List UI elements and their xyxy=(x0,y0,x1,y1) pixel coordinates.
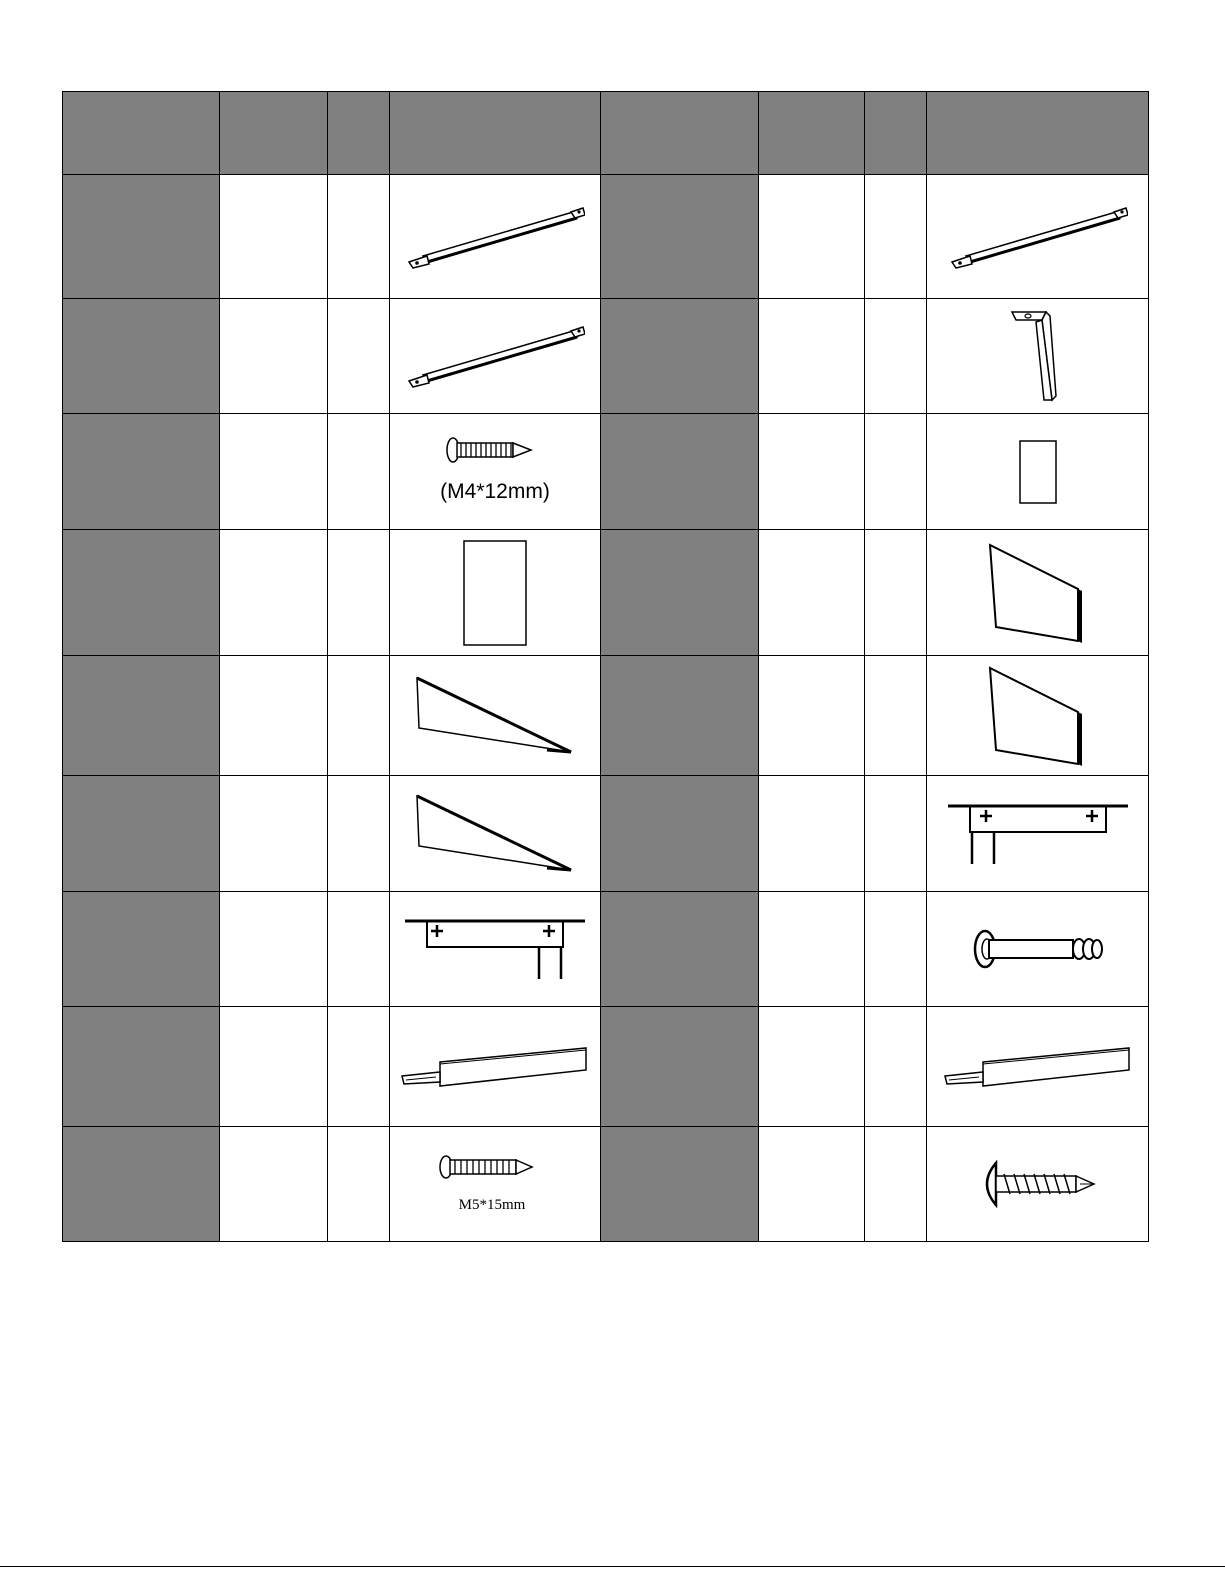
part-image-cell xyxy=(927,656,1149,776)
part-image-cell xyxy=(390,656,601,776)
quantity-cell xyxy=(865,299,927,414)
table-row xyxy=(63,414,1149,530)
channel-rail-icon xyxy=(400,1042,590,1092)
part-label-cell xyxy=(63,414,220,530)
table-row xyxy=(63,1007,1149,1127)
part-image-cell xyxy=(927,175,1149,299)
quantity-cell xyxy=(328,530,390,656)
l-bracket-icon xyxy=(1008,308,1068,404)
table-row xyxy=(63,1127,1149,1242)
table-row xyxy=(63,892,1149,1007)
quantity-cell xyxy=(328,656,390,776)
part-image-cell xyxy=(927,414,1149,530)
part-name-cell xyxy=(220,175,328,299)
quantity-cell xyxy=(865,175,927,299)
screw-m5-icon xyxy=(420,1149,570,1219)
part-image-cell xyxy=(390,299,601,414)
angled-panel-icon xyxy=(988,666,1088,766)
quantity-cell xyxy=(865,776,927,892)
part-image-cell xyxy=(390,892,601,1007)
part-name-cell xyxy=(220,299,328,414)
part-image-cell xyxy=(927,299,1149,414)
part-label-cell xyxy=(601,530,759,656)
header-cell-7 xyxy=(865,92,927,175)
part-image-cell xyxy=(390,414,601,530)
header-cell-1 xyxy=(63,92,220,175)
part-name-cell xyxy=(220,776,328,892)
table-row xyxy=(63,776,1149,892)
table-header-row xyxy=(63,92,1149,175)
part-name-cell xyxy=(220,892,328,1007)
part-label-cell xyxy=(601,299,759,414)
table-row xyxy=(63,299,1149,414)
quantity-cell xyxy=(865,892,927,1007)
part-image-cell xyxy=(927,892,1149,1007)
part-image-cell xyxy=(390,776,601,892)
table-row xyxy=(63,656,1149,776)
part-name-cell xyxy=(759,1007,865,1127)
quantity-cell xyxy=(328,1007,390,1127)
part-image-cell xyxy=(927,530,1149,656)
part-name-cell xyxy=(220,414,328,530)
part-name-cell xyxy=(759,299,865,414)
header-cell-4 xyxy=(390,92,601,175)
header-cell-3 xyxy=(328,92,390,175)
part-label-cell xyxy=(63,530,220,656)
part-image-cell xyxy=(390,1007,601,1127)
quantity-cell xyxy=(865,530,927,656)
part-label-cell xyxy=(601,175,759,299)
part-label-cell xyxy=(601,1007,759,1127)
part-name-cell xyxy=(759,892,865,1007)
long-rail-icon xyxy=(948,202,1128,272)
small-panel-icon xyxy=(1018,439,1058,505)
part-label-cell xyxy=(601,892,759,1007)
header-cell-8 xyxy=(927,92,1149,175)
quantity-cell xyxy=(328,414,390,530)
part-label-cell xyxy=(63,1007,220,1127)
part-label-cell xyxy=(63,892,220,1007)
part-label-cell xyxy=(63,1127,220,1242)
part-image-cell xyxy=(390,1127,601,1242)
part-name-cell xyxy=(220,1127,328,1242)
quantity-cell xyxy=(328,175,390,299)
rect-panel-icon xyxy=(462,539,528,647)
quantity-cell xyxy=(328,299,390,414)
part-image-cell xyxy=(390,175,601,299)
part-image-cell xyxy=(390,530,601,656)
quantity-cell xyxy=(865,656,927,776)
triangle-panel-icon xyxy=(415,676,575,756)
screw-m4-size-label: (M4*12mm) xyxy=(440,479,550,503)
part-label-cell xyxy=(63,299,220,414)
part-label-cell xyxy=(601,1127,759,1242)
header-cell-6 xyxy=(759,92,865,175)
screw-m4-icon xyxy=(415,432,575,512)
self-drilling-screw-icon xyxy=(976,1159,1100,1209)
part-label-cell xyxy=(601,656,759,776)
long-rail-icon xyxy=(405,202,585,272)
part-name-cell xyxy=(759,530,865,656)
part-name-cell xyxy=(220,530,328,656)
part-image-cell xyxy=(927,776,1149,892)
quantity-cell xyxy=(328,776,390,892)
table-row xyxy=(63,175,1149,299)
part-name-cell xyxy=(759,175,865,299)
quantity-cell xyxy=(328,892,390,1007)
part-image-cell xyxy=(927,1007,1149,1127)
part-label-cell xyxy=(63,175,220,299)
part-name-cell xyxy=(759,776,865,892)
part-label-cell xyxy=(63,776,220,892)
quantity-cell xyxy=(865,1127,927,1242)
parts-list-table xyxy=(62,91,1149,1242)
long-rail-icon xyxy=(405,321,585,391)
bolt-icon xyxy=(973,927,1103,971)
part-name-cell xyxy=(759,1127,865,1242)
quantity-cell xyxy=(328,1127,390,1242)
part-name-cell xyxy=(220,1007,328,1127)
triangle-panel-icon xyxy=(415,794,575,874)
part-name-cell xyxy=(759,656,865,776)
part-name-cell xyxy=(759,414,865,530)
header-cell-2 xyxy=(220,92,328,175)
quantity-cell xyxy=(865,414,927,530)
header-cell-5 xyxy=(601,92,759,175)
part-label-cell xyxy=(63,656,220,776)
part-name-cell xyxy=(220,656,328,776)
part-label-cell xyxy=(601,776,759,892)
frame-bracket-icon xyxy=(946,802,1130,866)
quantity-cell xyxy=(865,1007,927,1127)
angled-panel-icon xyxy=(988,543,1088,643)
part-image-cell xyxy=(927,1127,1149,1242)
channel-rail-icon xyxy=(943,1042,1133,1092)
frame-bracket-icon xyxy=(403,917,587,981)
part-label-cell xyxy=(601,414,759,530)
screw-m5-size-label: M5*15mm xyxy=(458,1197,526,1213)
page-bottom-rule xyxy=(0,1566,1225,1567)
table-row xyxy=(63,530,1149,656)
